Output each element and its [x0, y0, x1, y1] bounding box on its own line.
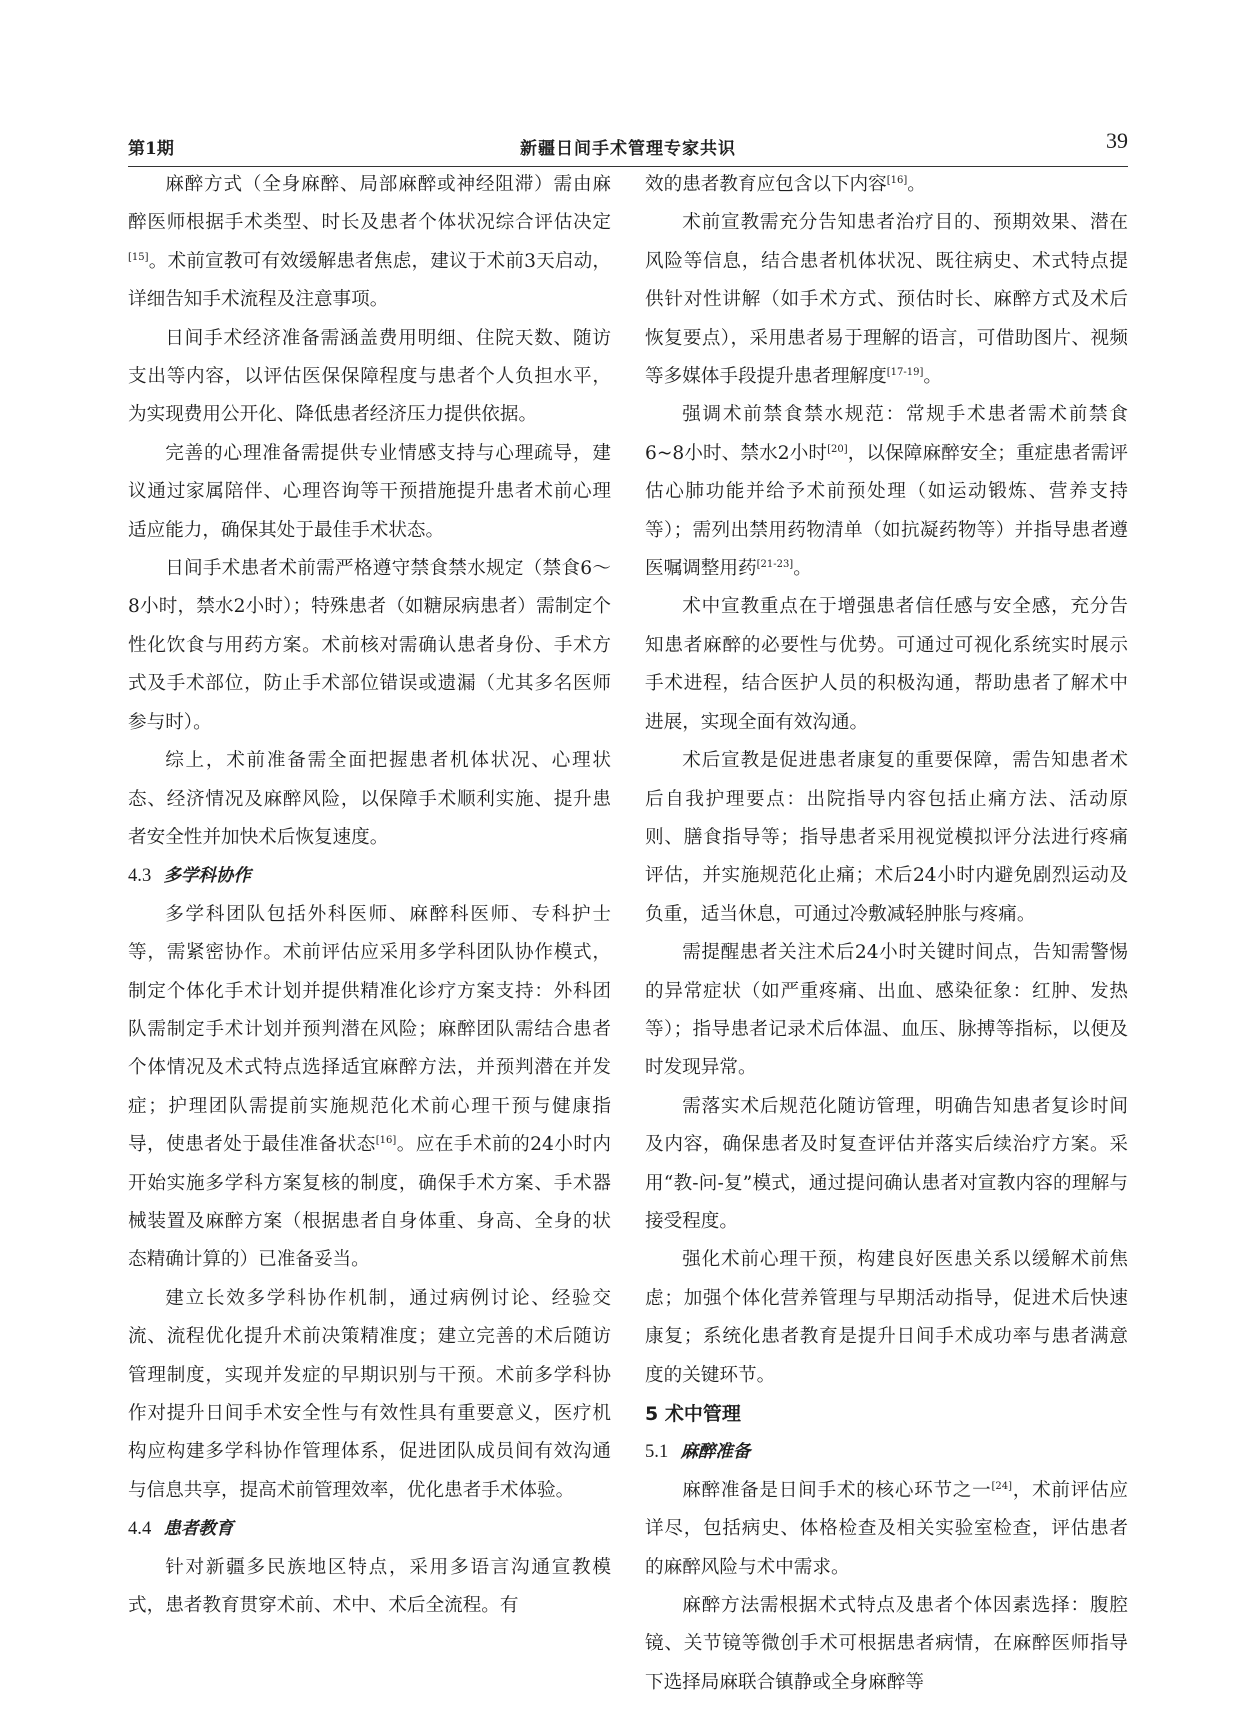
running-head — [128, 128, 1128, 167]
paragraph: 建立长效多学科协作机制，通过病例讨论、经验交流、流程优化提升术前决策精准度；建立完善的术后随访管理制度，实现并发症的早期识别与干预。术前多学科协作对提升日间手术安全性与有效性具有重要意义，医疗机构应构建多学科协作管理体系，促进团队成员间有效沟通与信息共享，提高术前管理效率，优化患者手术体验。 — [128, 1287, 611, 1501]
paragraph: 日间手术经济准备需涵盖费用明细、住院天数、随访支出等内容，以评估医保保障程度与患者个人负担水平，为实现费用公开化、降低患者经济压力提供依据。 — [128, 327, 611, 426]
page-number: 39 — [1106, 128, 1128, 153]
paragraph: 术后宣教是促进患者康复的重要保障，需告知患者术后自我护理要点：出院指导内容包括止痛方法、活动原则、膳食指导等；指导患者采用视觉模拟评分法进行疼痛评估，并实施规范化止痛；术后24小时内避免剧烈运动及负重，适当休息，可通过冷敷减轻肿胀与疼痛。 — [645, 750, 1128, 925]
citation[interactable]: [16] — [375, 1135, 397, 1147]
citation[interactable]: [17-19] — [886, 367, 924, 379]
paragraph: 强调术前禁食禁水规范：常规手术患者需术前禁食6~8小时、禁水2小时[20]，以保障麻醉安全；重症患者需评估心肺功能并给予术前预处理（如运动锻炼、营养支持等）；需列出禁用药物清单（如抗凝药物等）并指导患者遵医嘱调整用药[21-23]。 — [645, 404, 1128, 580]
citation[interactable]: [24] — [991, 1480, 1012, 1492]
section-heading-4-4: 4.4 患者教育 — [128, 1518, 234, 1540]
paragraph: 需落实术后规范化随访管理，明确告知患者复诊时间及内容，确保患者及时复查评估并落实后续治疗方案。采用“教-问-复”模式，通过提问确认患者对宣教内容的理解与接受程度。 — [645, 1095, 1128, 1232]
paragraph: 多学科团队包括外科医师、麻醉科医师、专科护士等，需紧密协作。术前评估应采用多学科团队协作模式，制定个体化手术计划并提供精准化诊疗方案支持：外科团队需制定手术计划并预判潜在风险；麻醉团队需结合患者个体情况及术式特点选择适宜麻醉方法，并预判潜在并发症；护理团队需提前实施规范化术前心理干预与健康指导，使患者处于最佳准备状态[16]。应在手术前的24小时内开始实施多学科方案复核的制度，确保手术方案、手术器械装置及麻醉方案（根据患者自身体重、身高、全身的状态精确计算的）已准备妥当。 — [128, 903, 611, 1271]
paragraph: 针对新疆多民族地区特点，采用多语言沟通宣教模式，患者教育贯穿术前、术中、术后全流程。有 — [128, 1556, 611, 1617]
citation[interactable]: [20] — [827, 443, 848, 455]
citation[interactable]: [21-23] — [756, 559, 794, 571]
section-heading-5: 5 术中管理 — [645, 1403, 741, 1425]
paragraph: 麻醉准备是日间手术的核心环节之一[24]，术前评估应详尽，包括病史、体格检查及相关实验室检查，评估患者的麻醉风险与术中需求。 — [645, 1479, 1128, 1578]
section-heading-4-3: 4.3 多学科协作 — [128, 865, 251, 887]
citation[interactable]: [15] — [128, 251, 149, 263]
paragraph: 日间手术患者术前需严格遵守禁食禁水规定（禁食6～8小时，禁水2小时）；特殊患者（如糖尿病患者）需制定个性化饮食与用药方案。术前核对需确认患者身份、手术方式及手术部位，防止手术部位错误或遗漏（尤其多名医师参与时）。 — [128, 558, 611, 733]
paragraph: 强化术前心理干预，构建良好医患关系以缓解术前焦虑；加强个体化营养管理与早期活动指导，促进术后快速康复；系统化患者教育是提升日间手术成功率与患者满意度的关键环节。 — [645, 1249, 1128, 1386]
paragraph: 效的患者教育应包含以下内容[16]。 — [645, 174, 926, 195]
paragraph: 术中宣教重点在于增强患者信任感与安全感，充分告知患者麻醉的必要性与优势。可通过可视化系统实时展示手术进程，结合医护人员的积极沟通，帮助患者了解术中进展，实现全面有效沟通。 — [645, 596, 1128, 733]
journal-running-title: 新疆日间手术管理专家共识 — [520, 139, 736, 159]
paragraph: 麻醉方式（全身麻醉、局部麻醉或神经阻滞）需由麻醉医师根据手术类型、时长及患者个体状况综合评估决定[15]。术前宣教可有效缓解患者焦虑，建议于术前3天启动，详细告知手术流程及注意事项。 — [128, 174, 611, 311]
paragraph: 需提醒患者关注术后24小时关键时间点，告知需警惕的异常症状（如严重疼痛、出血、感染征象：红肿、发热等）；指导患者记录术后体温、血压、脉搏等指标，以便及时发现异常。 — [645, 942, 1128, 1079]
paragraph: 综上，术前准备需全面把握患者机体状况、心理状态、经济情况及麻醉风险，以保障手术顺利实施、提升患者安全性并加快术后恢复速度。 — [128, 750, 611, 848]
issue-number: 第1期 — [128, 139, 174, 159]
paragraph: 麻醉方法需根据术式特点及患者个体因素选择：腹腔镜、关节镜等微创手术可根据患者病情，在麻醉医师指导下选择局麻联合镇静或全身麻醉等 — [645, 1595, 1128, 1693]
section-heading-5-1: 5.1 麻醉准备 — [645, 1441, 751, 1463]
paragraph: 完善的心理准备需提供专业情感支持与心理疏导，建议通过家属陪伴、心理咨询等干预措施提升患者术前心理适应能力，确保其处于最佳手术状态。 — [128, 442, 611, 541]
left-column — [128, 166, 611, 1625]
paragraph: 术前宣教需充分告知患者治疗目的、预期效果、潜在风险等信息，结合患者机体状况、既往病史、术式特点提供针对性讲解（如手术方式、预估时长、麻醉方式及术后恢复要点），采用患者易于理解的语言，可借助图片、视频等多媒体手段提升患者理解度[17-19]。 — [645, 212, 1128, 388]
right-column — [645, 166, 1128, 1702]
citation[interactable]: [16] — [886, 175, 908, 186]
